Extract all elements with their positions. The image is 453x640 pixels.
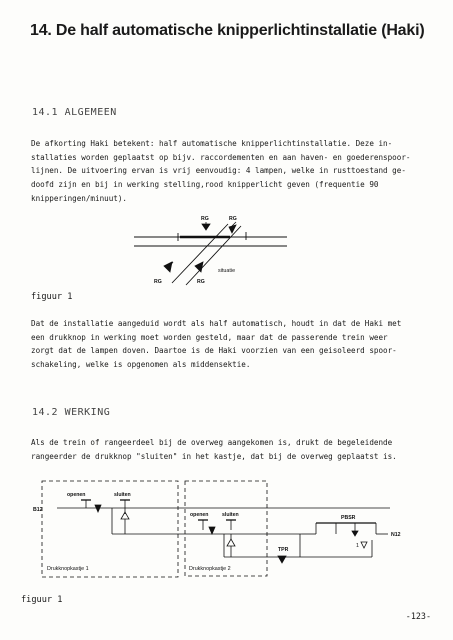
sluiten-label: sluiten (222, 512, 239, 518)
page-number: -123- (405, 611, 431, 621)
section-heading-algemeen: 14.1 ALGEMEEN (32, 107, 117, 118)
figure2-caption: figuur 1 (21, 595, 63, 605)
text-line: een drukknop in werking moet worden gesteld, maar dat de passerende trein weer (31, 332, 388, 342)
openen-label: openen (67, 492, 86, 498)
openen-label: openen (190, 512, 209, 518)
text-line: rangeerder de drukknop "sluiten" in het kastje, dat bij de overweg geplaatst is. (31, 451, 397, 461)
text-line: zorgt dat de lampen doven. Daartoe is de Haki voorzien van een geisoleerd spoor- (31, 346, 397, 356)
box2-name: Drukknopkastje 2 (189, 566, 231, 572)
relay-contact-number: 1 (356, 543, 359, 549)
b12-label: B12 (33, 507, 43, 513)
text-line: Dat de installatie aangeduid wordt als half automatisch, houdt in dat de Haki met (31, 319, 402, 328)
tpr-label: TPR (278, 547, 289, 553)
push-button-box-2 (185, 481, 267, 576)
text-line: knipperingen/minuut). (31, 193, 128, 203)
contact-icon (209, 527, 215, 534)
lamp-label: RG (229, 216, 237, 222)
n12-label: N12 (391, 532, 401, 538)
situation-label: situatie (218, 268, 236, 274)
text-line: schakeling, welke is opgenomen als middensektie. (31, 360, 251, 370)
lamp-label: RG (201, 216, 209, 222)
contact-icon (95, 505, 101, 512)
sluiten-label: sluiten (114, 492, 131, 498)
lamp-label: RG (154, 279, 162, 285)
text-line: De afkorting Haki betekent: half automatische knipperlichtinstallatie. Deze in- (31, 139, 393, 148)
text-line: lijnen. De uitvoering ervan is vrij eenvoudig: 4 lampen, welke in rusttoestand ge- (31, 166, 406, 176)
relay-contact-icon (361, 542, 367, 548)
section-heading-werking: 14.2 WERKING (32, 407, 111, 418)
page-title: 14. De half automatische knipperlichtinstallatie (Haki) (30, 22, 425, 39)
push-button-contact-icon (227, 539, 235, 546)
text-line: Als de trein of rangeerdeel bij de overweg aangekomen is, drukt de begeleidende (31, 438, 393, 447)
pbsr-label: PBSR (341, 515, 356, 521)
lamp-label: RG (197, 279, 205, 285)
box1-name: Drukknopkastje 1 (47, 566, 89, 572)
push-button-box-1 (42, 481, 178, 577)
text-line: stallaties worden geplaatst op bijv. raccordementen en aan haven- en goederenspoor- (31, 152, 411, 162)
figure1-caption: figuur 1 (31, 292, 73, 302)
text-line: doofd zijn en bij in werking stelling,rood knipperlicht geven (frequentie 90 (31, 180, 379, 190)
tpr-contact-icon (278, 556, 286, 563)
